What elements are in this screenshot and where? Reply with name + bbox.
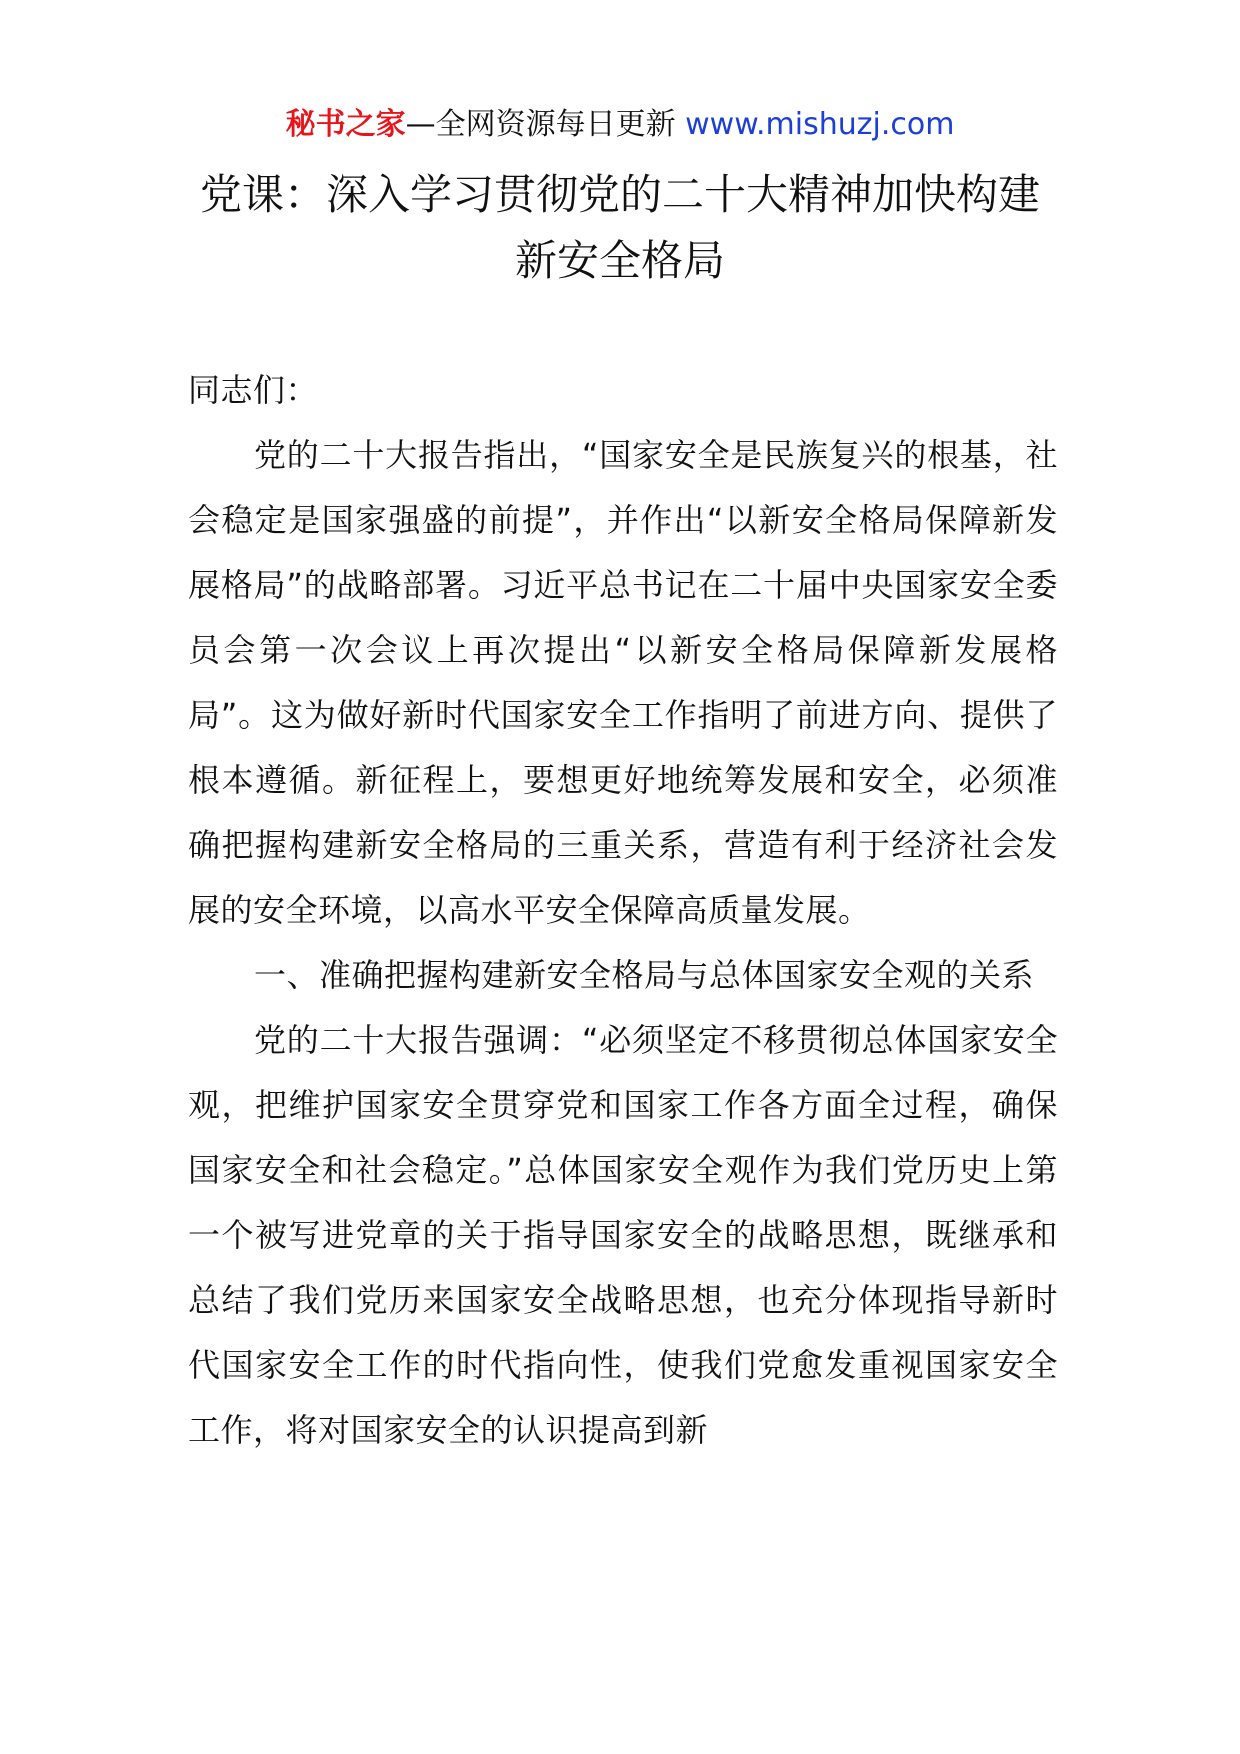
title-line-2: 新安全格局 bbox=[514, 236, 725, 285]
site-header bbox=[0, 102, 1240, 148]
salutation: 同志们： bbox=[188, 371, 319, 409]
section-heading-1: 一、准确把握构建新安全格局与总体国家安全观的关系 bbox=[254, 956, 1035, 994]
title-line-1: 党课：深入学习贯彻党的二十大精神加快构建 bbox=[199, 170, 1040, 219]
brand-name: 秘书之家 bbox=[285, 107, 406, 142]
site-url-link[interactable]: www.mishuzj.com bbox=[685, 107, 955, 142]
document-body bbox=[188, 358, 1058, 1463]
paragraph-intro: 党的二十大报告指出，“国家安全是民族复兴的根基，社会稳定是国家强盛的前提”，并作出“以新安全格局保障新发展格局”的战略部署。习近平总书记在二十届中央国家安全委员会第一次会议上再次提出“以新安全格局保障新发展格局”。这为做好新时代国家安全工作指明了前进方向、提供了根本遵循。新征程上，要想更好地统筹发展和安全，必须准确把握构建新安全格局的三重关系，营造有利于经济社会发展的安全环境，以高水平安全保障高质量发展。 bbox=[188, 436, 1058, 929]
paragraph-section-1: 党的二十大报告强调：“必须坚定不移贯彻总体国家安全观，把维护国家安全贯穿党和国家工作各方面全过程，确保国家安全和社会稳定。”总体国家安全观作为我们党历史上第一个被写进党章的关于指导国家安全的战略思想，既继承和总结了我们党历来国家安全战略思想，也充分体现指导新时代国家安全工作的时代指向性，使我们党愈发重视国家安全工作，将对国家安全的认识提高到新 bbox=[188, 1021, 1058, 1449]
document-title bbox=[150, 162, 1090, 294]
header-tagline: —全网资源每日更新 bbox=[405, 107, 686, 142]
